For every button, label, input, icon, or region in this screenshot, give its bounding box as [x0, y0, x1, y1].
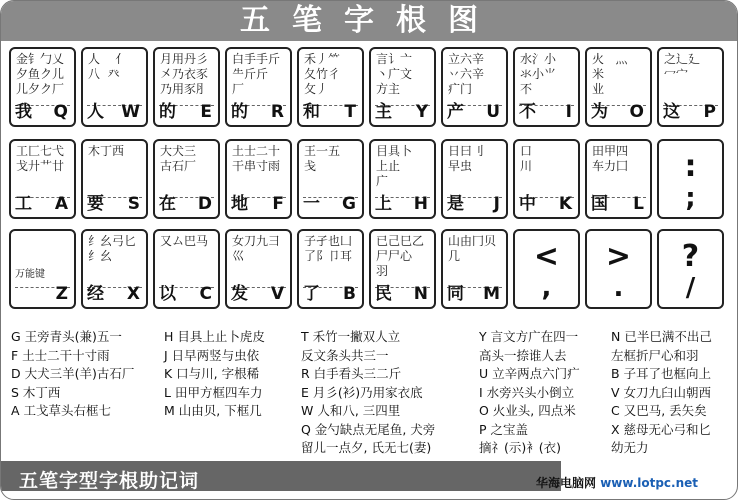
key-u[interactable] — [441, 47, 508, 127]
legend-line: 留儿一点夕, 氏无七(妻) — [301, 440, 432, 455]
key-w[interactable] — [81, 47, 148, 127]
key-a[interactable] — [9, 139, 76, 219]
key-char: 的 — [159, 102, 176, 122]
key-q[interactable] — [9, 47, 76, 127]
key-symbol-lower: , — [541, 273, 552, 303]
key-r[interactable] — [225, 47, 292, 127]
brand-url: www.lotpc.net — [600, 476, 699, 490]
legend-column — [164, 327, 265, 420]
key-char: 主 — [375, 102, 392, 122]
key-radicals: 土士二十 干串寸雨 — [232, 144, 281, 173]
key-l[interactable] — [585, 139, 652, 219]
key-letter: H — [413, 194, 428, 214]
key-symbol-upper: : — [684, 149, 697, 184]
legend-line: 高头一捺谁人去 — [479, 347, 567, 363]
key-char: 人 — [87, 102, 104, 122]
legend-line: U 立辛两点六门疒 — [479, 366, 580, 381]
legend-line: 左框折尸心和羽 — [611, 347, 699, 363]
key-char: 发 — [231, 284, 248, 304]
key-char: 民 — [375, 284, 392, 304]
legend-column — [479, 327, 580, 457]
key-symbol-lower: ; — [685, 183, 696, 213]
key-char: 地 — [231, 194, 248, 214]
legend-line: P 之宝盖 — [479, 421, 529, 437]
key-sym-8[interactable] — [585, 229, 652, 309]
key-letter: B — [343, 284, 356, 304]
key-s[interactable] — [81, 139, 148, 219]
key-letter: D — [197, 194, 212, 214]
key-char: 同 — [447, 284, 464, 304]
key-char: 这 — [663, 102, 680, 122]
key-char: 我 — [15, 102, 32, 122]
footer — [1, 449, 738, 499]
key-char: 产 — [447, 102, 464, 122]
page-title: 五笔字根图 — [240, 3, 500, 38]
key-char: 一 — [303, 194, 320, 214]
key-letter: T — [344, 102, 356, 122]
key-label: 万能键 — [15, 269, 45, 280]
key-char: 国 — [591, 194, 608, 214]
key-char: 要 — [87, 194, 104, 214]
key-letter: E — [200, 102, 212, 122]
legend-line: D 大犬三羊(羊)古石厂 — [11, 366, 135, 381]
key-letter: P — [703, 102, 716, 122]
key-letter: U — [486, 102, 500, 122]
key-radicals: 金钅勹乂 夕鱼ク儿 儿夕ク厂 — [16, 52, 65, 96]
key-char: 经 — [87, 284, 104, 304]
legend-line: C 又巴马, 丢矢矣 — [611, 403, 707, 418]
key-letter: Z — [55, 284, 68, 304]
legend-line: 摘礻(示)衤(衣) — [479, 440, 562, 455]
key-radicals: 白手手斤 ⺧斤斤 厂 — [232, 52, 281, 96]
key-g[interactable] — [297, 139, 364, 219]
key-symbol-upper: > — [605, 239, 632, 274]
key-i[interactable] — [513, 47, 580, 127]
key-sym-7[interactable] — [513, 229, 580, 309]
key-z[interactable] — [9, 229, 76, 309]
footer-bar — [1, 461, 561, 491]
key-symbol-lower: / — [685, 273, 696, 303]
key-o[interactable] — [585, 47, 652, 127]
key-radicals: 田甲四 车力囗 — [592, 144, 629, 173]
key-radicals: 人 亻 八 癶 — [88, 52, 128, 81]
key-m[interactable] — [441, 229, 508, 309]
key-radicals: 禾丿⺮ 夂竹彳 攵丿 — [304, 52, 341, 96]
brand — [536, 474, 698, 491]
key-letter: X — [126, 284, 140, 304]
key-letter: A — [54, 194, 68, 214]
legend-line: W 人和八, 三四里 — [301, 403, 401, 418]
key-letter: R — [270, 102, 284, 122]
legend-line: F 土士二干十寸雨 — [11, 347, 110, 363]
legend-line: K 口与川, 字根稀 — [164, 366, 260, 381]
key-y[interactable] — [369, 47, 436, 127]
legend-line: 幼无力 — [611, 440, 649, 455]
key-char: 在 — [159, 194, 176, 214]
key-char: 的 — [231, 102, 248, 122]
legend-line: I 水旁兴头小倒立 — [479, 384, 575, 400]
key-char: 中 — [519, 194, 536, 214]
legend-line: B 子耳了也框向上 — [611, 366, 712, 381]
key-char: 和 — [303, 102, 320, 122]
key-radicals: 立六辛 丷六辛 疒门 — [448, 52, 485, 96]
legend-line: Y 言文方广在四一 — [479, 329, 579, 344]
key-radicals: 大犬三 古石厂 — [160, 144, 197, 173]
legend-line: V 女刀九臼山朝西 — [611, 384, 712, 400]
key-radicals: 日曰刂 早虫 — [448, 144, 485, 173]
key-h[interactable] — [369, 139, 436, 219]
legend-column — [11, 327, 134, 420]
key-letter: V — [270, 284, 284, 304]
key-symbol-upper: ? — [681, 239, 700, 274]
key-letter: K — [558, 194, 572, 214]
legend-line: J 日早两竖与虫依 — [164, 347, 260, 363]
key-char: 为 — [591, 102, 608, 122]
key-j[interactable] — [441, 139, 508, 219]
legend-line: S 木丁西 — [11, 384, 61, 400]
key-radicals: 之辶廴 冖宀 — [664, 52, 701, 81]
key-f[interactable] — [225, 139, 292, 219]
key-radicals: 水氵小 氺小⺌ 不 — [520, 52, 557, 96]
footer-title: 五笔字型字根助记词 — [19, 470, 200, 492]
key-letter: C — [199, 284, 212, 304]
key-sym-9[interactable] — [657, 229, 724, 309]
legend-line: O 火业头, 四点米 — [479, 403, 576, 418]
key-k[interactable] — [513, 139, 580, 219]
legend-line: R 白手看头三二斤 — [301, 366, 402, 381]
key-letter: I — [565, 102, 572, 122]
key-radicals: 言讠亠 丶广文 方主 — [376, 52, 413, 96]
key-c[interactable] — [153, 229, 220, 309]
key-letter: G — [342, 194, 356, 214]
key-letter: S — [127, 194, 140, 214]
legend-column — [301, 327, 435, 457]
legend-line: Q 金勺缺点无尾鱼, 犬旁 — [301, 421, 436, 437]
key-symbol-upper: < — [533, 239, 560, 274]
key-p[interactable] — [657, 47, 724, 127]
key-radicals: 口 川 — [520, 144, 533, 173]
key-d[interactable] — [153, 139, 220, 219]
key-letter: F — [272, 194, 284, 214]
key-radicals: 工匚七弋 戈廾艹廿 — [16, 144, 65, 173]
legend-line: 反文条头共三一 — [301, 347, 389, 363]
key-radicals: 王一五 戋 — [304, 144, 341, 173]
legend-line: X 慈母无心弓和匕 — [611, 421, 712, 437]
key-radicals: 纟幺弓匕 纟幺 — [88, 234, 137, 263]
key-char: 工 — [15, 194, 32, 214]
key-radicals: 又ム巴马 — [160, 234, 209, 248]
key-v[interactable] — [225, 229, 292, 309]
legend-line: N 已半巳满不出己 — [611, 329, 712, 344]
key-letter: M — [483, 284, 500, 304]
legend-line: A 工戈草头右框七 — [11, 403, 112, 418]
key-letter: Y — [415, 102, 428, 122]
legend-line: G 王旁青头(兼)五一 — [11, 329, 122, 344]
key-radicals: 火 灬 米 业 — [592, 52, 628, 96]
key-letter: W — [121, 102, 140, 122]
key-radicals: 女刀九彐 巛 — [232, 234, 281, 263]
legend-line: T 禾竹一撇双人立 — [301, 329, 401, 344]
key-letter: N — [413, 284, 428, 304]
legend-line: E 月彡(衫)乃用家衣底 — [301, 384, 423, 400]
key-symbol-lower: . — [613, 273, 624, 303]
key-char: 不 — [519, 102, 536, 122]
key-sym-9[interactable] — [657, 139, 724, 219]
key-radicals: 已己巳乙 尸尸心 羽 — [376, 234, 425, 278]
key-radicals: 木丁西 — [88, 144, 125, 158]
key-t[interactable] — [297, 47, 364, 127]
key-char: 了 — [303, 284, 320, 304]
mnemonic-legend — [11, 327, 731, 457]
legend-line: M 山由贝, 下框几 — [164, 403, 262, 418]
keyboard — [9, 47, 731, 307]
brand-name: 华海电脑网 — [536, 476, 597, 490]
key-letter: L — [633, 194, 644, 214]
key-letter: Q — [53, 102, 68, 122]
key-e[interactable] — [153, 47, 220, 127]
key-char: 以 — [159, 284, 176, 304]
key-char: 是 — [447, 194, 464, 214]
legend-column — [611, 327, 712, 457]
legend-line: L 田甲方框四车力 — [164, 384, 263, 400]
key-letter: J — [493, 194, 500, 214]
key-radicals: 目具卜 上止 广 — [376, 144, 413, 188]
key-radicals: 月用丹彡 㐅乃衣豕 乃用豕⺼ — [160, 52, 209, 96]
key-n[interactable] — [369, 229, 436, 309]
key-radicals: 子孑也凵 了阝卩耳 — [304, 234, 353, 263]
key-char: 上 — [375, 194, 392, 214]
title-bar — [1, 1, 738, 41]
key-radicals: 山由冂贝 几 — [448, 234, 497, 263]
key-b[interactable] — [297, 229, 364, 309]
key-letter: O — [629, 102, 644, 122]
key-x[interactable] — [81, 229, 148, 309]
legend-line: H 目具上止卜虎皮 — [164, 329, 265, 344]
